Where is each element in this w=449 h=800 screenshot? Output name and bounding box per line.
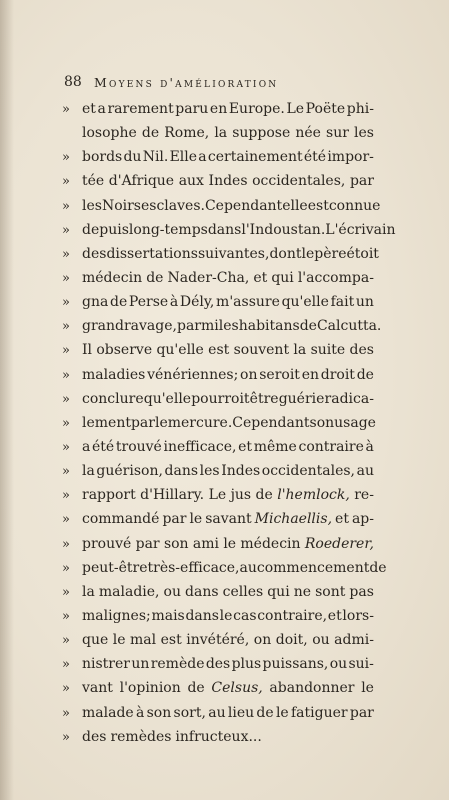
text-line [62,676,374,700]
word: droit [320,366,355,383]
word: bords [82,149,123,166]
text-line [62,435,374,459]
word: par [349,173,374,190]
word: de [187,680,205,697]
word: Calcutta. [316,318,382,335]
word: trouvé [115,438,162,455]
line-text [82,194,380,218]
word: en [209,101,228,117]
text-line [62,242,379,266]
word: Rome, [164,125,210,142]
word: malignes; [82,607,151,624]
word: prouvé [82,535,132,552]
word: par [130,414,155,431]
word: qui [271,269,294,286]
quotation-marker: » [62,270,70,286]
word: les [199,463,220,480]
quotation-marker: » [62,198,70,214]
quotation-marker: » [62,464,70,480]
word: maladie, [98,583,160,600]
line-text [82,218,395,242]
word: puissans, [262,656,329,673]
text-line [62,194,381,218]
line-text [82,145,374,169]
line-text [82,652,374,676]
word: dissertations [106,245,198,262]
word: de [110,294,128,311]
word: seroit [259,366,300,383]
word: au [239,559,257,576]
word: Poëte [305,101,346,117]
text-line [62,580,374,604]
word: de [146,269,164,286]
word: mal [130,632,157,649]
word: pas [349,583,374,600]
line-text [82,411,376,435]
quotation-marker: » [62,367,70,383]
word: le [189,511,203,528]
word: on [253,632,272,649]
word: habitans [238,318,300,335]
word: m'assure [216,294,280,311]
word: contraire, [257,607,328,624]
word: depuis [82,221,129,238]
quotation-marker: » [62,319,70,335]
line-text [82,338,374,362]
word: cas [233,607,257,624]
word: du [123,149,142,166]
word: en [301,366,319,383]
quotation-marker: » [62,729,70,745]
word: commencement [256,559,370,576]
word: la [214,125,228,142]
word: son [146,704,172,721]
word: occidentales, [252,173,346,190]
word: paru [175,101,209,117]
word: Perse [128,294,169,311]
word: sui- [348,656,374,673]
text-line [62,218,396,242]
word: Cependant [204,197,283,214]
line-text [82,459,374,483]
word: son [163,535,189,552]
quotation-marker: » [62,681,70,697]
spine-shadow [0,0,14,800]
text-line [62,483,374,507]
word: ou [163,583,181,600]
word: elle [282,197,308,214]
quotation-marker: » [62,584,70,600]
word: médecin [240,535,301,552]
word: médecin [82,269,143,286]
word: observe [96,342,153,359]
word: ne [293,583,312,600]
quotation-marker: » [62,150,70,166]
word: à [365,438,374,455]
word: maladies [82,366,146,383]
word: même [253,438,297,455]
word: nistrer [82,656,130,673]
text-line [62,290,374,314]
word: vant [82,680,113,697]
text-line [62,411,374,435]
quotation-marker: » [62,174,70,190]
word: dans [207,221,242,238]
word: l'hemlock, [277,487,350,504]
word: être [249,390,279,407]
page-number: 88 [64,74,82,90]
quotation-marker: » [62,415,70,431]
text-line [62,338,374,362]
word: sort, [173,704,206,721]
word: père [314,245,347,262]
word: dans [185,583,219,600]
quotation-marker: » [62,536,70,552]
word: infructeux... [175,728,262,745]
word: aux [178,173,204,190]
word: à [135,704,145,721]
word: de [256,704,274,721]
word: certainement [207,149,303,166]
word: l'Indoustan. [241,221,326,238]
word: guérison, [96,463,163,480]
word: dans [164,463,199,480]
word: impor- [327,149,374,166]
word: fait [330,294,355,311]
word: au [356,463,374,480]
word: Michaellis, [254,511,333,528]
line-text [82,676,374,700]
word: et [82,101,96,117]
word: mais [151,607,185,624]
word: pourroit [191,390,250,407]
word: été [303,149,327,166]
line-text [82,387,374,411]
word: mercure. [167,414,233,431]
word: sont [315,583,346,600]
quotation-marker: » [62,633,70,649]
word: ravage, [123,318,177,335]
word: la [293,342,307,359]
text-line [62,604,374,628]
word: par [349,704,374,721]
word: a [97,101,106,117]
text-line [62,314,382,338]
line-text [82,314,381,338]
word: contraire [298,438,364,455]
line-text [82,290,374,314]
text-line [62,363,374,387]
word: les [82,197,102,214]
text-line [62,507,374,531]
line-text [82,556,387,580]
word: radica- [324,390,374,407]
word: Il [82,342,93,359]
word: inefficace, [163,438,237,455]
word: Europe. [228,101,285,117]
word: le [154,414,168,431]
word: de [255,487,273,504]
word: a [82,438,91,455]
word: été [92,438,115,455]
word: suppose [232,125,291,142]
word: lors- [342,607,374,624]
word: commandé [82,511,160,528]
word: fatiguer [291,704,348,721]
line-text [82,435,374,459]
word: Nader-Cha, [167,269,250,286]
word: d'Hillary. [140,487,205,504]
word: rapport [82,487,136,504]
word: ami [192,535,219,552]
word: suivantes, [197,245,270,262]
quotation-marker: » [62,295,70,311]
word: rarement [107,101,174,117]
word: long-temps [128,221,208,238]
word: qui [267,583,290,600]
word: vénériennes; [147,366,239,383]
word: lement [82,414,131,431]
text-line [62,725,374,749]
word: les [218,318,239,335]
line-text [82,121,374,145]
word: admi- [334,632,374,649]
word: des [82,728,107,745]
word: née [295,125,321,142]
word: tée [82,173,105,190]
line-text [82,580,374,604]
word: dans [185,607,219,624]
text-line [62,628,374,652]
word: Cependant [232,414,310,431]
page-header [64,74,368,92]
line-text [82,242,379,266]
quotation-marker: » [62,608,70,624]
word: grand [82,318,124,335]
word: Noirs [101,197,141,214]
quotation-marker: » [62,391,70,407]
word: ap- [351,511,374,528]
word: Roederer, [304,535,374,552]
word: le [275,704,289,721]
text-line [62,266,374,290]
word: connue [328,197,381,214]
line-text [82,701,374,725]
quotation-marker: » [62,488,70,504]
word: Dély, [179,294,215,311]
word: de [141,125,160,142]
text-line [62,97,374,121]
word: qu'elle [156,342,204,359]
word: remède [150,656,205,673]
word: un [355,294,374,311]
word: gna [82,294,109,311]
word: suite [310,342,346,359]
word: esclaves. [141,197,205,214]
word: phi- [346,101,374,117]
line-text [82,169,374,193]
line-text [82,532,374,556]
word: les [354,125,374,142]
word: d'Afrique [108,173,175,190]
word: savant [205,511,252,528]
word: lieu [227,704,255,721]
word: un [131,656,150,673]
word: à [169,294,179,311]
word: Indes [221,463,261,480]
text-line [62,121,374,145]
word: remèdes [110,728,172,745]
word: conclure [82,390,144,407]
word: usage [334,414,376,431]
word: on [240,366,258,383]
word: malade [82,704,134,721]
word: par [162,511,187,528]
line-text [82,266,374,290]
word: plus [231,656,262,673]
word: Le [208,487,227,504]
word: peut-être [82,559,148,576]
word: au [208,704,226,721]
word: des [349,342,374,359]
word: qu'elle [143,390,192,407]
word: jus [230,487,252,504]
word: dont [269,245,302,262]
text-line [62,532,374,556]
word: Indes [208,173,248,190]
word: et [335,511,349,528]
word: le [219,607,233,624]
quotation-marker: » [62,560,70,576]
line-text [82,725,374,749]
word: Nil. [142,149,169,166]
word: parmi [176,318,219,335]
word: par [135,535,160,552]
line-text [82,97,374,121]
word: le [112,632,126,649]
quotation-marker: » [62,657,70,673]
word: Celsus, [211,680,263,697]
quotation-marker: » [62,512,70,528]
line-text [82,628,374,652]
word: de [299,318,317,335]
quotation-marker: » [62,705,70,721]
quotation-marker: » [62,343,70,359]
word: l'opinion [119,680,181,697]
quotation-marker: » [62,439,70,455]
word: des [82,245,107,262]
text-line [62,652,374,676]
word: occidentales, [261,463,355,480]
text-line [62,387,374,411]
word: le [223,535,237,552]
word: et [238,438,253,455]
word: la [82,463,95,480]
word: la [82,583,95,600]
word: est [160,632,182,649]
word: Elle [169,149,198,166]
word: L'écrivain [325,221,396,238]
word: le [301,245,315,262]
running-title: Moyens d'amélioration [94,75,279,90]
word: de [369,559,387,576]
word: losophe [82,125,137,142]
word: ou [329,656,348,673]
word: le [361,680,374,697]
line-text [82,507,374,531]
line-text [82,604,374,628]
word: que [82,632,109,649]
word: doit, [275,632,308,649]
text-line [62,145,374,169]
word: abandonner [269,680,355,697]
word: et [253,269,268,286]
line-text [82,483,374,507]
text-line [62,556,387,580]
line-text [82,363,374,387]
word: invétéré, [186,632,250,649]
quotation-marker: » [62,102,70,117]
word: Le [286,101,305,117]
word: qu'elle [281,294,329,311]
body-text [62,97,396,749]
word: sur [326,125,349,142]
word: ou [312,632,330,649]
quotation-marker: » [62,246,70,262]
word: celles [222,583,264,600]
word: a [198,149,207,166]
word: très-efficace, [147,559,240,576]
text-line [62,701,374,725]
word: guérie [278,390,325,407]
word: de [356,366,374,383]
word: son [309,414,335,431]
word: l'accompa- [297,269,374,286]
word: souvent [233,342,290,359]
word: est [307,197,329,214]
word: et [327,607,342,624]
word: étoit [346,245,379,262]
word: re- [354,487,374,504]
text-line [62,169,374,193]
quotation-marker: » [62,222,70,238]
text-line [62,459,374,483]
word: est [208,342,230,359]
word: des [205,656,231,673]
